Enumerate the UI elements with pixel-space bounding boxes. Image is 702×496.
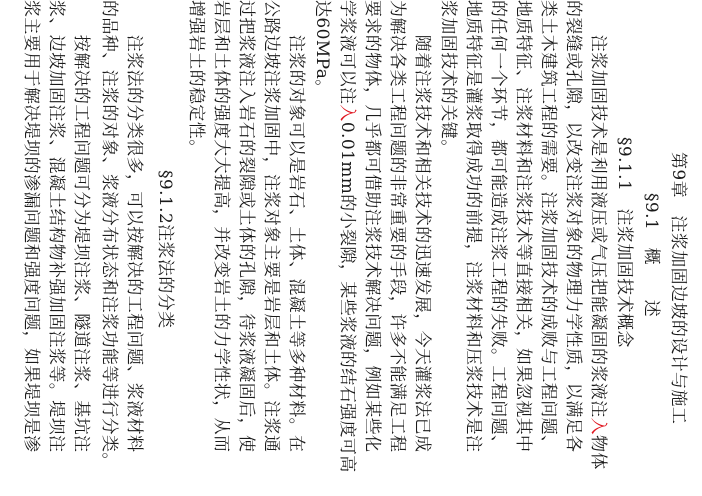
paragraph-line: 公路边坡注浆加固中，注浆对象主要是岩层和土体。注浆通 [261, 0, 281, 453]
subsection-heading-9-1-2: §9.1.2注浆法的分类 [155, 170, 175, 329]
paragraph-line: 按解决的工程问题可分为堤坝注浆、隧道注浆、基坑注 [71, 0, 91, 453]
paragraph-line: 注浆加固技术是利用液压或气压把能凝固的浆液注入物体 [588, 0, 608, 470]
paragraph-line: 浆主要用于解决堤坝的渗漏问题和强度问题，如果堤坝是渗 [21, 0, 41, 453]
paragraph-line: 要求的物体，几乎都可借助注浆技术解决问题，例如某些化 [362, 0, 382, 453]
paragraph-line: 随着注浆技术和相关技术的迅速发展，今天灌浆法已成 [412, 0, 432, 453]
paragraph-line: 注浆法的分类很多，可以按解决的工程问题、浆液材料 [124, 0, 144, 453]
subsection-heading-9-1-1: §9.1.1 注浆加固技术概念 [614, 137, 634, 348]
paragraph-line: 达60MPa。 [312, 0, 332, 97]
paragraph-line: 的品种、注浆的对象、浆液分布状态和注浆功能等进行分类。 [99, 0, 119, 470]
paragraph-line: 学浆液可以注入0.01mm的小裂隙，某些浆液的结石强度可高 [337, 0, 357, 473]
paragraph-line: 浆加固技术的关键。 [438, 0, 458, 157]
chapter-title: 第9章 注浆加固边坡的设计与施工 [668, 152, 688, 425]
paragraph-line: 为解决各类工程问题的非常重要的手段，许多不能满足工程 [387, 0, 407, 453]
paragraph-line: 增强岩土的稳定性。 [186, 0, 206, 157]
paragraph-line: 的任何一个环节，都可能造成注浆工程的失败。工程问题、 [488, 0, 508, 453]
paragraph-line: 类土木建筑工程的需要。注浆加固技术的成败与工程问题、 [538, 0, 558, 453]
paragraph-line: 浆、边坡加固注浆、混凝土结构物补强加固注浆等。堤坝注 [46, 0, 66, 453]
paragraph-line: 岩层和土体的强度大大提高，并改变岩土的力学性状，从而 [211, 0, 231, 453]
paragraph-line: 注浆的对象可以是岩石、土体、混凝土等多种材料。在 [286, 0, 306, 453]
paragraph-line: 地质特征是灌浆取得成功的前提，注浆材料和压浆技术是注 [463, 0, 483, 453]
paragraph-line: 过把浆液注入岩石的裂隙或土体的孔隙，待浆液凝固后，使 [236, 0, 256, 453]
paragraph-line: 地质特征、注浆材料和注浆技术等直接相关，如果忽视其中 [513, 0, 533, 453]
paragraph-line: 的裂缝或孔隙，以改变注浆对象的物理力学性质，以满足各 [563, 0, 583, 453]
section-heading-9-1: §9.1 概 述 [641, 193, 661, 318]
